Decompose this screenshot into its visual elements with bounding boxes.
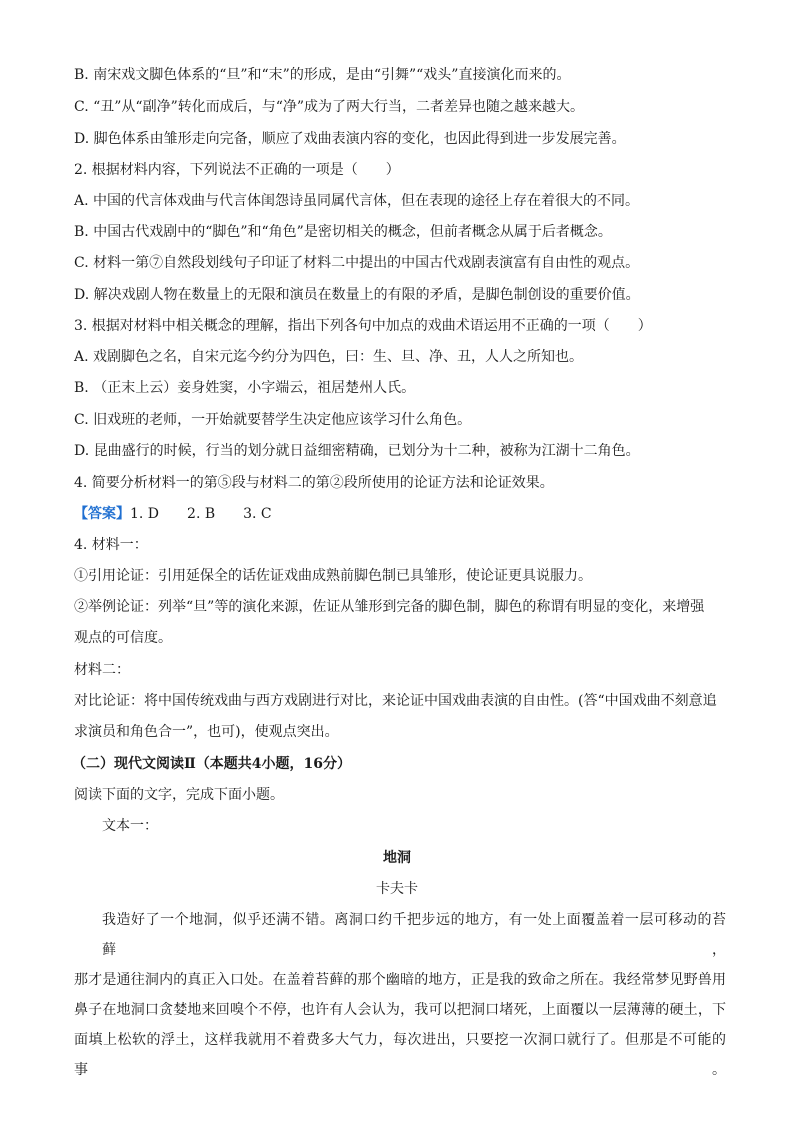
story-line-2: 那才是通往洞内的真正入口处。在盖着苔藓的那个幽暗的地方，正是我的致命之所在。我经常梦见野兽用 <box>74 972 726 988</box>
q1-option-c: C. “丑”从“副净”转化而成后，与“净”成为了两大行当，二者差异也随之越来越大。 <box>74 99 585 115</box>
story-line-4: 面填上松软的浮土，这样我就用不着费多大气力，每次进出，只要挖一次洞口就行了。但那是不可能的事。 <box>74 1032 726 1078</box>
section-instruction: 阅读下面的文字，完成下面小题。 <box>74 787 284 803</box>
story-line-3: 鼻子在地洞口贪婪地来回嗅个不停，也许有人会认为，我可以把洞口堵死，上面覆以一层薄薄的硬土，下 <box>74 1002 726 1018</box>
q2-stem: 2. 根据材料内容，下列说法不正确的一项是（ ） <box>74 162 400 178</box>
contrast-line-1: 对比论证：将中国传统戏曲与西方戏剧进行对比，来论证中国戏曲表演的自由性。(答“中国戏曲不刻意追 <box>74 693 717 709</box>
story-line-1: 我造好了一个地洞，似乎还满不错。离洞口约千把步远的地方，有一处上面覆盖着一层可移动的苔藓， <box>102 912 726 958</box>
answer-tag: 【答案】 <box>74 506 130 522</box>
material-2-head: 材料二： <box>74 662 130 678</box>
q3-option-b: B. （正末上云）妾身姓窦，小字端云，祖居楚州人氏。 <box>74 380 416 396</box>
contrast-line-2: 求演员和角色合一”，也可)，使观点突出。 <box>74 724 339 740</box>
section-title: （二）现代文阅读Ⅱ（本题共4小题，16分） <box>72 756 352 772</box>
q2-option-b: B. 中国古代戏剧中的“脚色”和“角色”是密切相关的概念，但前者概念从属于后者概念。 <box>74 224 612 240</box>
q2-option-d: D. 解决戏剧人物在数量上的无限和演员在数量上的有限的矛盾，是脚色制创设的重要价值。 <box>74 287 640 303</box>
q2-option-a: A. 中国的代言体戏曲与代言体闺怨诗虽同属代言体，但在表现的途径上存在着很大的不同。 <box>74 193 640 209</box>
q1-option-b: B. 南宋戏文脚色体系的“旦”和“末”的形成，是由“引舞”“戏头”直接演化而来的。 <box>74 67 571 83</box>
q2-option-c: C. 材料一第⑦自然段划线句子印证了材料二中提出的中国古代戏剧表演富有自由性的观点。 <box>74 255 640 271</box>
analysis-head: 4. 材料一： <box>74 537 148 553</box>
story-author: 卡夫卡 <box>376 881 418 897</box>
q4-stem: 4. 简要分析材料一的第⑤段与材料二的第②段所使用的论证方法和论证效果。 <box>74 475 554 491</box>
analysis-point-1: ①引用论证：引用延保全的话佐证戏曲成熟前脚色制已具雏形，使论证更具说服力。 <box>74 568 592 584</box>
analysis-point-2-line-1: ②举例论证：列举“旦”等的演化来源，佐证从雏形到完备的脚色制，脚色的称谓有明显的变化，来增强 <box>74 599 705 615</box>
q3-option-c: C. 旧戏班的老师，一开始就要替学生决定他应该学习什么角色。 <box>74 412 472 428</box>
q1-option-d: D. 脚色体系由雏形走向完备，顺应了戏曲表演内容的变化，也因此得到进一步发展完善。 <box>74 131 626 147</box>
story-title: 地洞 <box>383 850 411 866</box>
q3-stem: 3. 根据对材料中相关概念的理解，指出下列各句中加点的戏曲术语运用不正确的一项（ ） <box>74 318 652 334</box>
answer-line <box>74 504 272 524</box>
answer-values: 1. D 2. B 3. C <box>130 506 272 522</box>
text-label: 文本一： <box>102 818 158 834</box>
q3-option-a: A. 戏剧脚色之名，自宋元迄今约分为四色，曰：生、旦、净、丑，人人之所知也。 <box>74 349 584 365</box>
q3-option-d: D. 昆曲盛行的时候，行当的划分就日益细密精确，已划分为十二种，被称为江湖十二角色。 <box>74 443 640 459</box>
analysis-point-2-line-2: 观点的可信度。 <box>74 630 172 646</box>
story-paragraph <box>74 905 726 1085</box>
